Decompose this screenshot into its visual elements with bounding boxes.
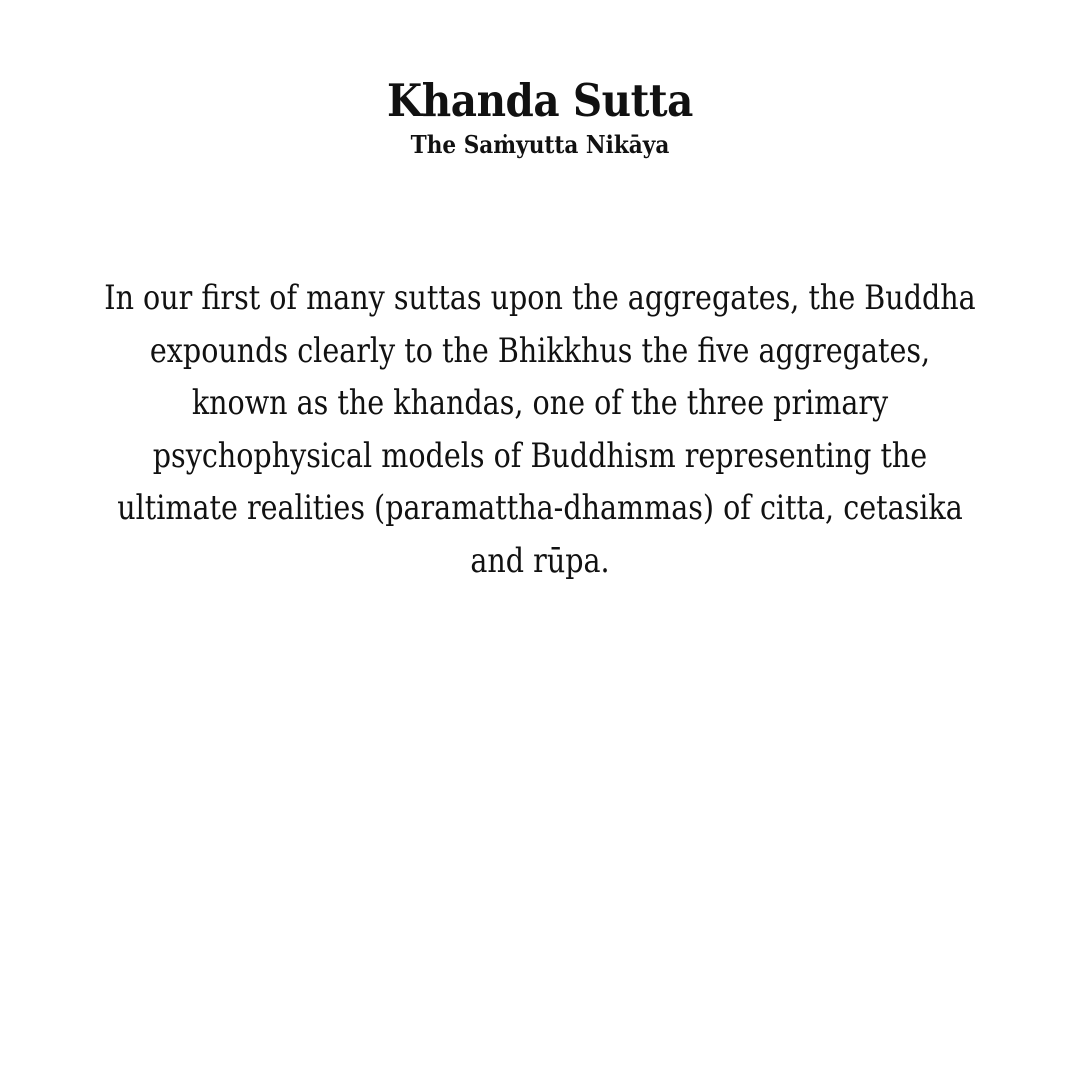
page-subtitle: The Saṁyutta Nikāya xyxy=(410,130,670,159)
document-header xyxy=(0,74,1080,160)
body-paragraph: In our first of many suttas upon the aggregates, the Buddha expounds clearly to the Bhikkhus the five aggregates, known as the khandas, one of the three primary psychophysical models of Buddhism representing the ultimate realities (paramattha-dhammas) of citta, cetasika and rūpa. xyxy=(104,278,976,581)
page-title: Khanda Sutta xyxy=(387,74,693,127)
